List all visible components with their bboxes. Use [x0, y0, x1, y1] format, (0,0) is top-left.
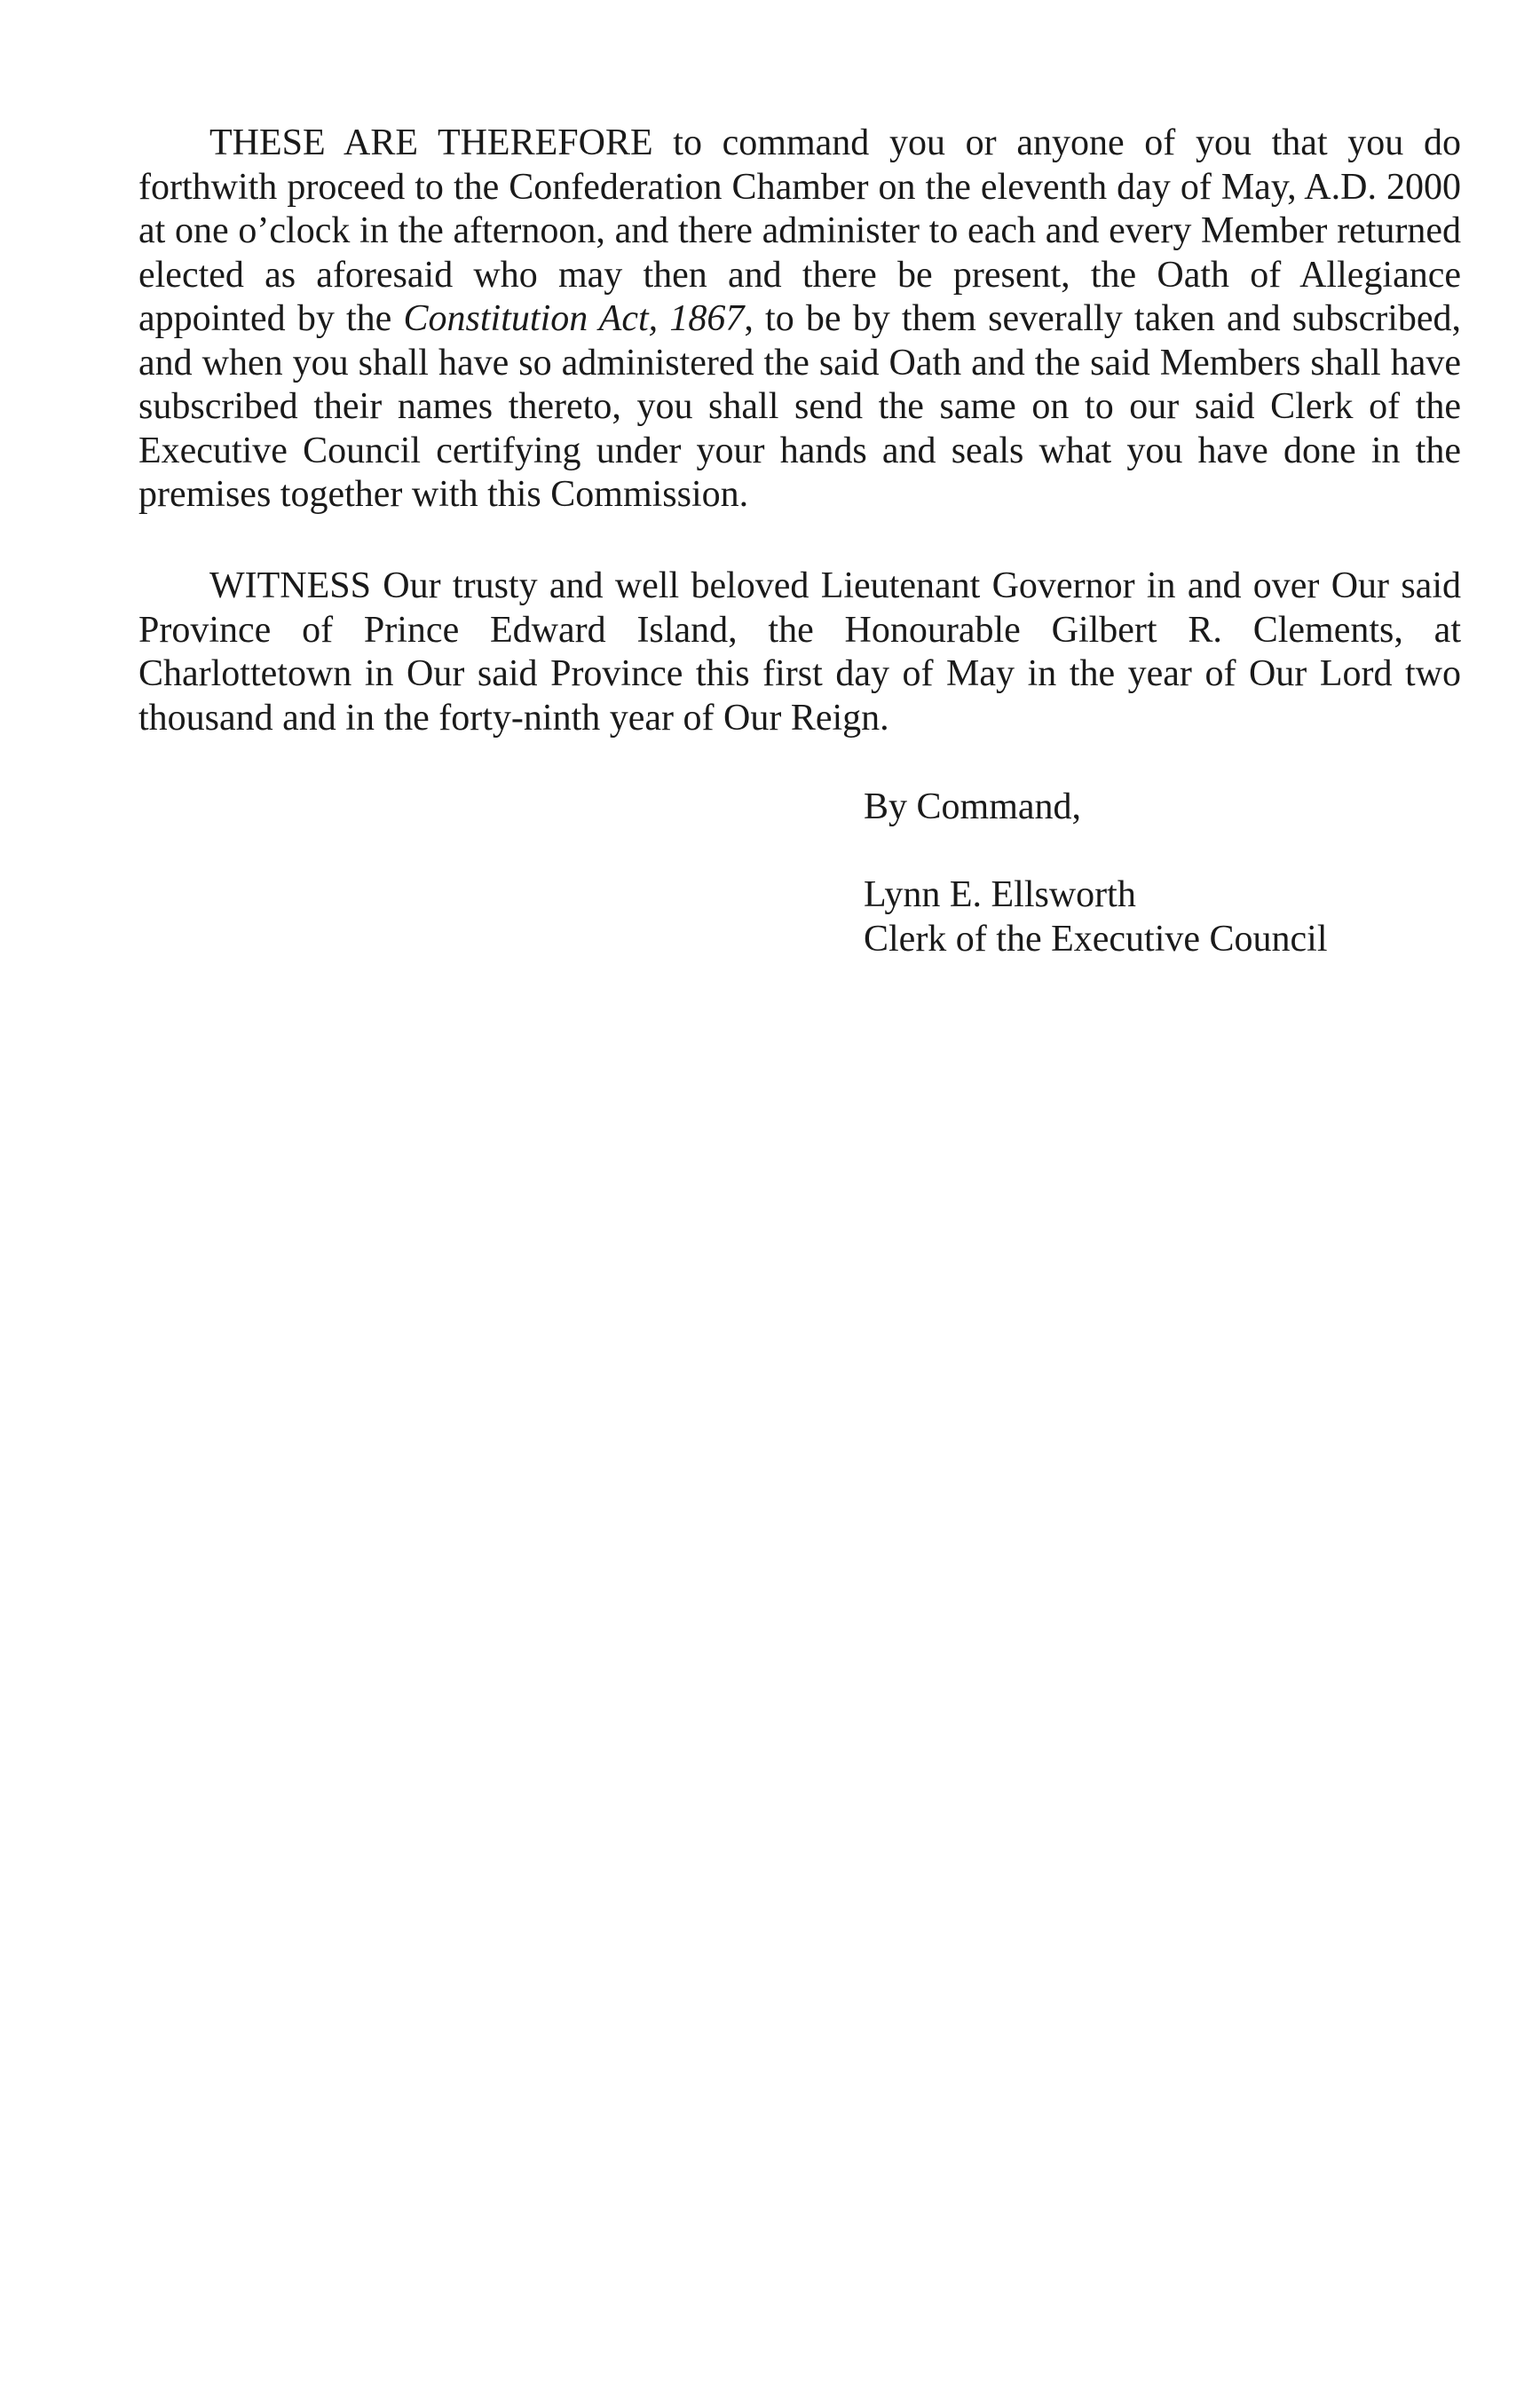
commission-text-part-b: , to be by them severally taken and subscribed, and when you shall have so administered the said Oath and the said Members shall have subscribed their names thereto, you shall send the same on to our said Clerk of the Executive Council certifying under your hands and seals what you have done in the premises together with this Commission. [138, 298, 1462, 515]
witness-paragraph: WITNESS Our trusty and well beloved Lieutenant Governor in and over Our said Province of Prince Edward Island, the Honourable Gilbert R. Clements, at Charlottetown in Our said Province this first day of May in the year of Our Lord two thousand and in the forty-ninth year of Our Reign. [138, 565, 1461, 739]
signatory-title: Clerk of the Executive Council [864, 919, 1328, 960]
commission-text-part-a: THESE ARE THEREFORE to command you or anyone of you that you do forthwith proceed to the Confederation Chamber on the eleventh day of May, A.D. 2000 at one o’clock in the afternoon, and there administer to each and every Member returned elected as aforesaid who may then and there be present, the Oath of Allegiance appointed by the [138, 122, 1461, 339]
by-command-line: By Command, [864, 786, 1082, 827]
signatory-name: Lynn E. Ellsworth [864, 874, 1136, 915]
act-citation: Constitution Act, 1867 [403, 298, 745, 339]
commission-paragraph [138, 122, 1461, 518]
